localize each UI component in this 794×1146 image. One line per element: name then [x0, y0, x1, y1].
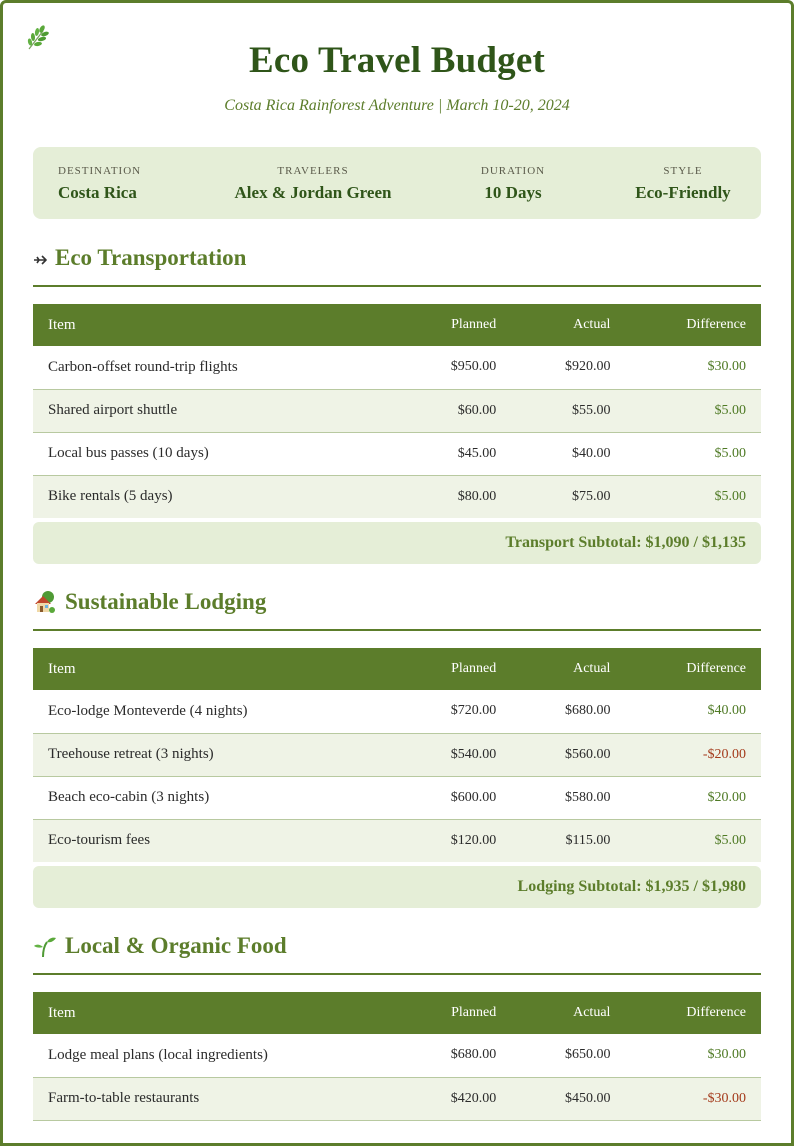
subtotal-text: Lodging Subtotal: $1,935 / $1,980	[517, 878, 746, 895]
difference-cell: $30.00	[707, 1047, 746, 1063]
info-duration	[463, 165, 563, 203]
table-row	[33, 432, 761, 475]
col-actual: Actual	[573, 1005, 611, 1020]
item-cell: Local bus passes (10 days)	[48, 445, 209, 461]
difference-cell: -$20.00	[702, 746, 746, 762]
table-header-row	[33, 648, 761, 690]
info-value: Eco-Friendly	[635, 183, 731, 202]
table-row	[33, 1077, 761, 1120]
food-table	[33, 992, 761, 1121]
section-header-food	[33, 933, 761, 975]
table-row	[33, 346, 761, 389]
difference-cell: $5.00	[714, 832, 746, 848]
difference-cell: $5.00	[714, 488, 746, 504]
table-header-row	[33, 304, 761, 346]
col-actual: Actual	[573, 317, 611, 332]
item-cell: Eco-tourism fees	[48, 832, 151, 849]
planned-cell: $720.00	[450, 703, 497, 719]
actual-cell: $580.00	[564, 789, 611, 805]
planned-cell: $45.00	[457, 445, 497, 461]
info-label: DESTINATION	[58, 165, 142, 177]
actual-cell: $680.00	[564, 703, 611, 719]
info-style	[623, 165, 743, 203]
planned-cell: $600.00	[450, 789, 497, 805]
lodging-subtotal	[33, 866, 761, 908]
planned-cell: $120.00	[450, 832, 497, 848]
col-difference: Difference	[686, 661, 746, 676]
item-cell: Treehouse retreat (3 nights)	[48, 746, 214, 762]
transport-subtotal	[33, 522, 761, 564]
actual-cell: $115.00	[565, 832, 611, 848]
info-value: 10 Days	[484, 183, 542, 202]
info-destination	[58, 165, 141, 203]
table-row	[33, 475, 761, 518]
item-cell: Farm-to-table restaurants	[48, 1090, 200, 1106]
table-header-row	[33, 992, 761, 1034]
table-row	[33, 733, 761, 776]
item-cell: Carbon-offset round-trip flights	[48, 358, 238, 375]
planned-cell: $540.00	[450, 746, 497, 762]
actual-cell: $40.00	[571, 445, 611, 461]
item-cell: Eco-lodge Monteverde (4 nights)	[48, 702, 248, 719]
actual-cell: $920.00	[564, 359, 611, 375]
section-header-lodging	[33, 589, 761, 631]
item-cell: Beach eco-cabin (3 nights)	[48, 789, 210, 805]
planned-cell: $420.00	[450, 1090, 497, 1106]
page-title: Eco Travel Budget	[249, 40, 545, 81]
col-planned: Planned	[451, 317, 497, 332]
planned-cell: $950.00	[450, 359, 497, 375]
actual-cell: $75.00	[571, 488, 611, 504]
item-cell: Lodge meal plans (local ingredients)	[48, 1046, 268, 1063]
house-with-garden-icon	[33, 591, 57, 615]
info-travelers	[223, 165, 403, 203]
difference-cell: $5.00	[714, 402, 746, 418]
section-title: Local & Organic Food	[65, 933, 287, 958]
difference-cell: $5.00	[714, 445, 746, 461]
table-row	[33, 690, 761, 733]
section-title: Sustainable Lodging	[65, 589, 267, 614]
actual-cell: $650.00	[564, 1047, 611, 1063]
airplane-icon	[33, 253, 47, 267]
info-value: Alex & Jordan Green	[234, 183, 392, 202]
table-row	[33, 776, 761, 819]
col-item: Item	[48, 316, 76, 333]
col-item: Item	[48, 1004, 76, 1021]
section-title: Eco Transportation	[55, 245, 247, 270]
info-value: Costa Rica	[58, 183, 137, 202]
trip-info-panel	[33, 147, 761, 219]
planned-cell: $80.00	[457, 488, 497, 504]
actual-cell: $450.00	[564, 1090, 611, 1106]
actual-cell: $55.00	[571, 402, 611, 418]
table-row	[33, 819, 761, 862]
item-cell: Shared airport shuttle	[48, 402, 178, 418]
page-subtitle: Costa Rica Rainforest Adventure | March 10-20, 2024	[224, 97, 570, 114]
info-label: TRAVELERS	[277, 165, 349, 177]
seedling-icon	[33, 935, 57, 959]
col-planned: Planned	[451, 661, 497, 676]
info-label: STYLE	[663, 165, 703, 177]
section-header-transportation	[33, 245, 761, 287]
difference-cell: $40.00	[707, 703, 746, 719]
col-difference: Difference	[686, 1005, 746, 1020]
item-cell: Bike rentals (5 days)	[48, 488, 173, 505]
col-difference: Difference	[686, 317, 746, 332]
lodging-table	[33, 648, 761, 862]
difference-cell: -$30.00	[702, 1090, 746, 1106]
difference-cell: $30.00	[707, 359, 746, 375]
planned-cell: $680.00	[450, 1047, 497, 1063]
col-actual: Actual	[573, 661, 611, 676]
col-item: Item	[48, 660, 76, 677]
col-planned: Planned	[451, 1005, 497, 1020]
difference-cell: $20.00	[707, 789, 746, 805]
actual-cell: $560.00	[564, 746, 611, 762]
transportation-table	[33, 304, 761, 518]
table-row	[33, 1034, 761, 1077]
subtotal-text: Transport Subtotal: $1,090 / $1,135	[505, 534, 746, 551]
table-row	[33, 389, 761, 432]
planned-cell: $60.00	[457, 402, 497, 418]
info-label: DURATION	[480, 165, 546, 177]
